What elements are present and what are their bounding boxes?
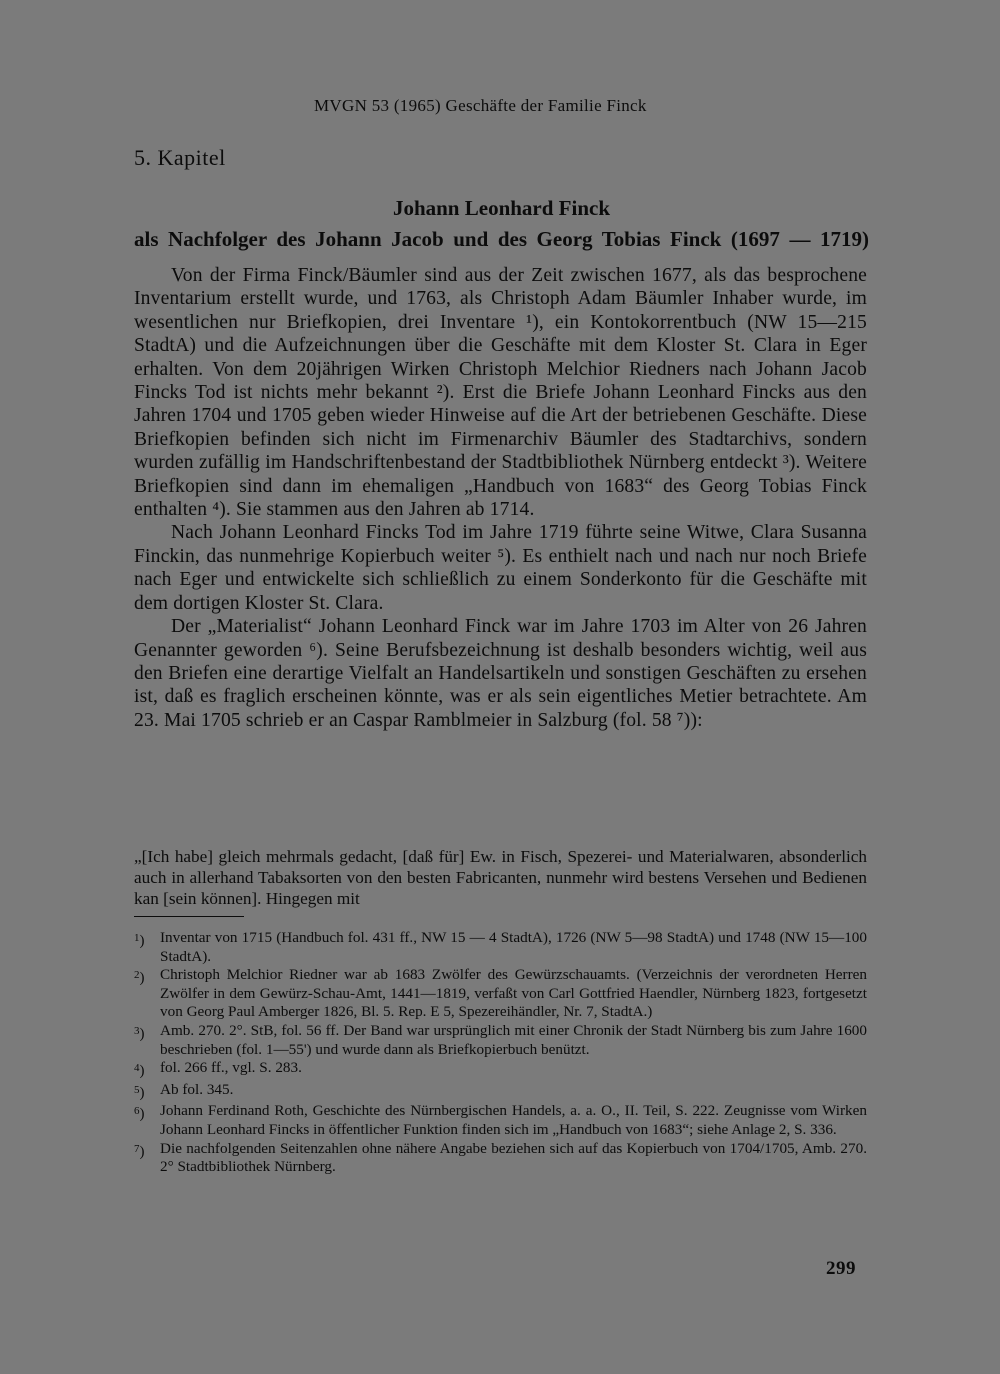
chapter-heading: 5. Kapitel [134, 145, 226, 170]
paragraph: Von der Firma Finck/Bäumler sind aus der Zeit zwischen 1677, als das besprochene Inventarium erstellt wurde, und 1763, als Christoph Adam Bäumler Inhaber wurde, im wesentlichen nur Briefkopien, drei Inventare ¹), ein Kontokorrentbuch (NW 15—215 StadtA) und die Aufzeichnungen über die Geschäfte mit dem Kloster St. Clara in Eger erhalten. Von dem 20jährigen Wirken Christoph Melchior Riedners nach Johann Jacob Fincks Tod ist nichts mehr bekannt ²). Erst die Briefe Johann Leonhard Fincks aus den Jahren 1704 und 1705 geben wieder Hinweise auf die Art der betriebenen Geschäfte. Diese Briefkopien befinden sich nicht im Firmenarchiv Bäumler des Stadtarchivs, sondern wurden zufällig im Handschriftenbestand der Stadtbibliothek Nürnberg entdeckt ³). Weitere Briefkopien sind dann im ehemaligen „Handbuch von 1683“ des Georg Tobias Finck enthalten ⁴). Sie stammen aus den Jahren ab 1714. [134, 265, 867, 521]
title-line-1: Johann Leonhard Finck [392, 196, 611, 220]
footnote-text: Christoph Melchior Riedner war ab 1683 Zwölfer des Gewürzschauamts. (Verzeichnis der verordneten Herren Zwölfer in dem Gewürz-Schau-Amt, 1441—1819, verfaßt von Carl Gottfried Haendler, Nürnberg 1823, fortgesetzt von Georg Paul Amberger 1826, Bl. 5. Rep. E 5, Spezereihändler, Nr. 7, StadtA.) [160, 966, 867, 1021]
footnote-text: Ab fol. 345. [160, 1080, 234, 1098]
footnote-text: fol. 266 ff., vgl. S. 283. [160, 1059, 302, 1077]
footnote [134, 1022, 867, 1059]
footnote [134, 1059, 867, 1081]
running-head: MVGN 53 (1965) Geschäfte der Familie Finck [314, 96, 647, 115]
footnote-text: Amb. 270. 2°. StB, fol. 56 ff. Der Band war ursprünglich mit einer Chronik der Stadt Nürnberg bis zum Jahre 1600 beschrieben (fol. 1—55') und wurde dann als Briefkopierbuch benützt. [160, 1021, 867, 1058]
footnote-marker: $^2$) [134, 969, 145, 987]
chapter-title [134, 193, 869, 255]
footnote-marker: $^6$) [134, 1105, 145, 1123]
body-text [134, 264, 867, 732]
page-number: 299 [826, 1258, 856, 1279]
footnote-marker: $^4$) [134, 1062, 145, 1080]
footnote [134, 1102, 867, 1139]
paragraph: Der „Materialist“ Johann Leonhard Finck war im Jahre 1703 im Alter von 26 Jahren Genannter geworden ⁶). Seine Berufsbezeichnung ist deshalb besonders wichtig, weil aus den Briefen eine derartige Vielfalt an Handelsartikeln und sonstigen Geschäften zu ersehen ist, daß es fraglich erscheinen könnte, was er als sein eigentliches Metier betrachtete. Am 23. Mai 1705 schrieb er an Caspar Ramblmeier in Salzburg (fol. 58 ⁷)): [134, 616, 867, 731]
title-line-2: als Nachfolger des Johann Jacob und des Georg Tobias Finck (1697 — 1719) [134, 227, 869, 251]
letter-quote [134, 846, 867, 909]
footnote-marker: $^5$) [134, 1083, 145, 1101]
footnote [134, 929, 867, 966]
footnote-text: Inventar von 1715 (Handbuch fol. 431 ff., NW 15 — 4 StadtA), 1726 (NW 5—98 StadtA) und 1748 (NW 15—100 StadtA). [160, 929, 867, 965]
footnote-marker: $^3$) [134, 1024, 145, 1042]
footnote-text: Die nachfolgenden Seitenzahlen ohne nähere Angabe beziehen sich auf das Kopierbuch von 1704/1705, Amb. 270. 2° Stadtbibliothek Nürnberg. [160, 1139, 867, 1176]
quote-text: „[Ich habe] gleich mehrmals gedacht, [daß für] Ew. in Fisch, Spezerei- und Materialwaren, absonderlich auch in allerhand Tabaksorten von den besten Fabricanten, nunmehr wird bestens Versehen und Bedienen kan [sein können]. Hingegen mit [134, 847, 867, 908]
footnote [134, 1140, 867, 1177]
footnote-marker: $^7$) [134, 1142, 145, 1160]
footnote-marker: $^1$) [134, 932, 145, 949]
footnote-divider [134, 916, 244, 917]
paragraph: Nach Johann Leonhard Fincks Tod im Jahre 1719 führte seine Witwe, Clara Susanna Finckin, das nunmehrige Kopierbuch weiter ⁵). Es enthielt nach und nach nur noch Briefe nach Eger und entwickelte sich schließlich zu einem Sonderkonto für die Geschäfte mit dem dortigen Kloster St. Clara. [134, 522, 867, 614]
footnote [134, 966, 867, 1022]
footnote-text: Johann Ferdinand Roth, Geschichte des Nürnbergischen Handels, a. a. O., II. Teil, S. 222. Zeugnisse vom Wirken Johann Leonhard Fincks in öffentlicher Funktion finden sich im „Handbuch von 1683“; siehe Anlage 2, S. 336. [160, 1102, 867, 1138]
footnote [134, 1081, 867, 1103]
footnotes [134, 929, 867, 1177]
